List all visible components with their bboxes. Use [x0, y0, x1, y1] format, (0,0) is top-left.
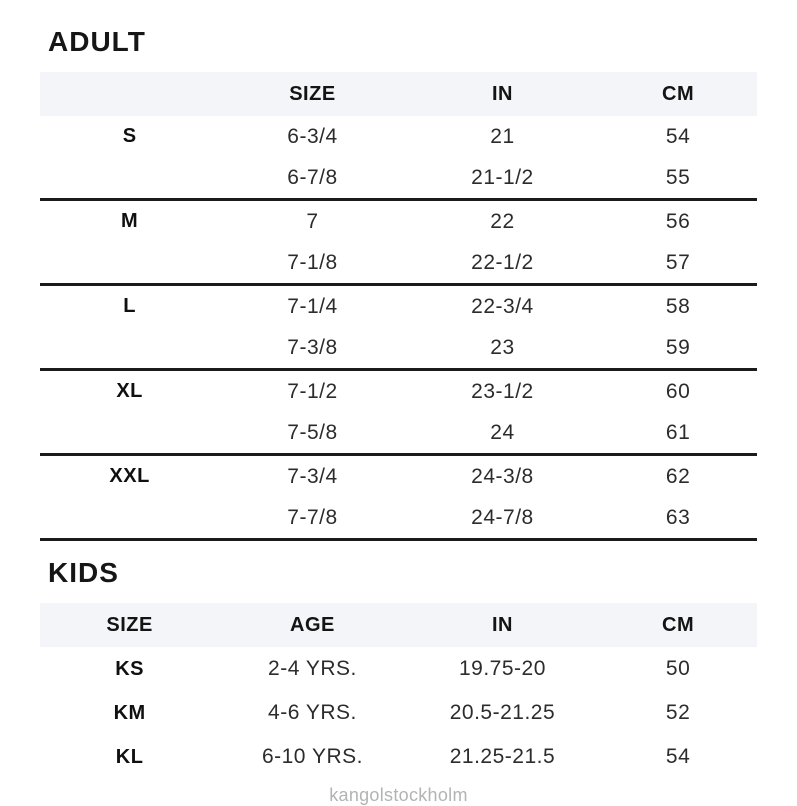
table-row — [40, 116, 757, 157]
kids-column-header-size: SIZE — [106, 613, 153, 636]
inches-value: 22-1/2 — [471, 250, 534, 274]
adult-section — [40, 26, 757, 541]
hat-size-value: 7-3/8 — [287, 335, 338, 359]
size-label: XL — [116, 380, 143, 402]
age-value: 4-6 YRS. — [268, 701, 357, 724]
table-row — [40, 456, 757, 497]
table-row — [40, 647, 757, 691]
size-label: XXL — [109, 465, 150, 487]
hat-size-value: 7 — [306, 209, 319, 233]
inches-value: 23-1/2 — [471, 379, 534, 403]
size-label: KL — [115, 745, 144, 768]
table-row — [40, 327, 757, 368]
brand-watermark: kangolstockholm — [329, 785, 468, 805]
hat-size-value: 6-3/4 — [287, 124, 338, 148]
inches-value: 19.75-20 — [458, 657, 546, 680]
hat-size-value: 7-5/8 — [287, 420, 338, 444]
cm-value: 54 — [665, 124, 691, 148]
cm-value: 62 — [665, 464, 691, 488]
cm-value: 58 — [665, 294, 691, 318]
cm-value: 63 — [665, 505, 691, 529]
inches-value: 24-7/8 — [471, 505, 534, 529]
adult-column-header-in: IN — [491, 82, 513, 105]
kids-table-header-row — [40, 603, 757, 647]
hat-size-value: 7-1/4 — [287, 294, 338, 318]
kids-section — [40, 557, 757, 779]
table-row — [40, 412, 757, 453]
size-group-xxl — [40, 456, 757, 541]
cm-value: 56 — [665, 209, 691, 233]
size-group-s — [40, 116, 757, 201]
inches-value: 21.25-21.5 — [449, 745, 556, 768]
adult-column-header-size: SIZE — [289, 82, 336, 105]
cm-value: 59 — [665, 335, 691, 359]
inches-value: 22 — [490, 209, 515, 233]
adult-column-header-cm: CM — [662, 82, 695, 105]
cm-value: 54 — [665, 745, 691, 768]
kids-column-header-cm: CM — [662, 613, 695, 636]
table-row — [40, 497, 757, 538]
size-label: S — [122, 125, 137, 147]
kids-section-title: KIDS — [48, 557, 119, 588]
cm-value: 60 — [665, 379, 691, 403]
kids-column-header-age: AGE — [290, 613, 335, 636]
hat-size-value: 7-1/8 — [287, 250, 338, 274]
inches-value: 21-1/2 — [471, 165, 534, 189]
table-row — [40, 371, 757, 412]
cm-value: 52 — [665, 701, 691, 724]
kids-column-header-in: IN — [491, 613, 513, 636]
inches-value: 22-3/4 — [471, 294, 534, 318]
hat-size-value: 7-3/4 — [287, 464, 338, 488]
table-row — [40, 201, 757, 242]
table-row — [40, 157, 757, 198]
table-row — [40, 735, 757, 779]
cm-value: 55 — [665, 165, 691, 189]
inches-value: 24 — [490, 420, 515, 444]
adult-size-table — [40, 72, 757, 541]
hat-size-value: 7-7/8 — [287, 505, 338, 529]
cm-value: 61 — [665, 420, 691, 444]
age-value: 2-4 YRS. — [268, 657, 357, 680]
inches-value: 20.5-21.25 — [449, 701, 556, 724]
table-row — [40, 242, 757, 283]
size-group-xl — [40, 371, 757, 456]
adult-table-header-row — [40, 72, 757, 116]
table-row — [40, 286, 757, 327]
cm-value: 50 — [665, 657, 691, 680]
size-group-l — [40, 286, 757, 371]
inches-value: 23 — [490, 335, 515, 359]
size-label: KS — [115, 657, 145, 680]
adult-section-title: ADULT — [48, 26, 146, 57]
hat-size-value: 7-1/2 — [287, 379, 338, 403]
inches-value: 21 — [490, 124, 515, 148]
size-group-m — [40, 201, 757, 286]
inches-value: 24-3/8 — [471, 464, 534, 488]
size-label: KM — [113, 701, 146, 724]
hat-size-value: 6-7/8 — [287, 165, 338, 189]
size-label: L — [123, 295, 136, 317]
cm-value: 57 — [665, 250, 691, 274]
table-row — [40, 691, 757, 735]
age-value: 6-10 YRS. — [261, 745, 363, 768]
size-label: M — [121, 210, 139, 232]
kids-size-table — [40, 603, 757, 779]
